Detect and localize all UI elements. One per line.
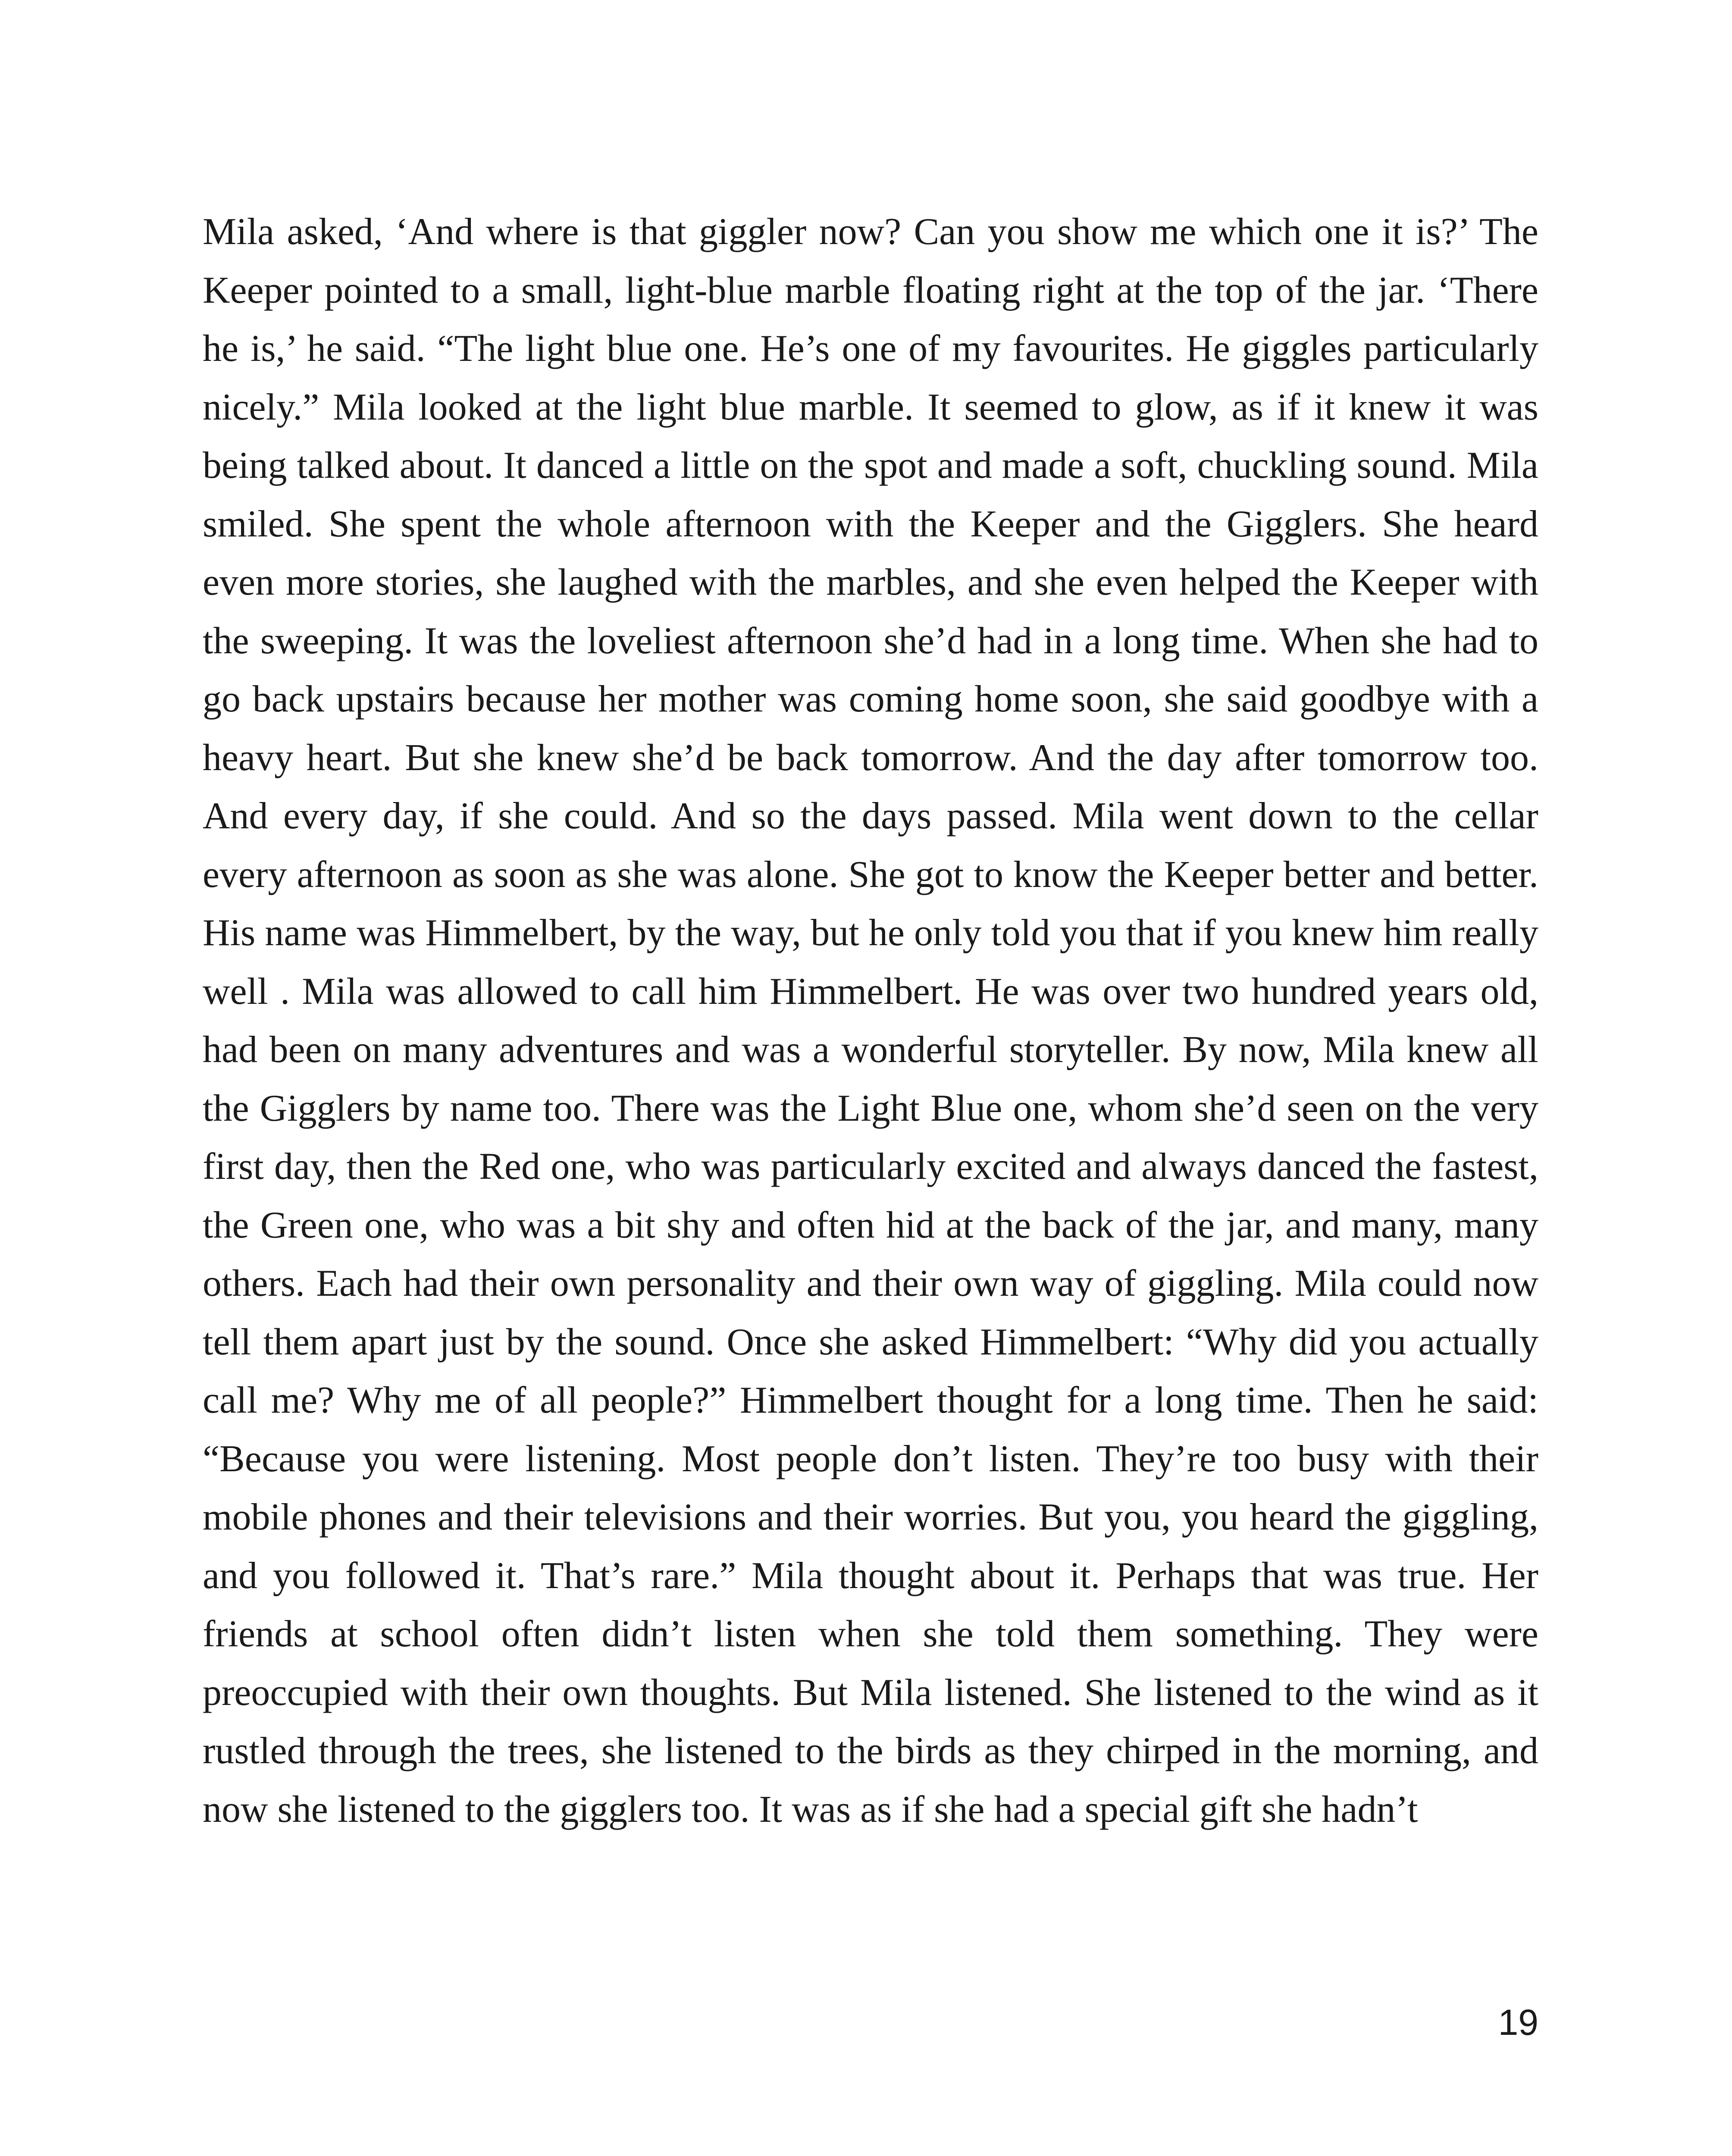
page-number: 19 <box>1498 2002 1538 2043</box>
body-paragraph: Mila asked, ‘And where is that giggler now? Can you show me which one it is?’ The Keeper pointed to a small, light-blue marble floating right at the top of the jar. ‘There he is,’ he said. “The light blue one. He’s one of my favourites. He giggles particularly nicely.” Mila looked at the light blue marble. It seemed to glow, as if it knew it was being talked about. It danced a little on the spot and made a soft, chuckling sound. Mila smiled. She spent the whole afternoon with the Keeper and the Gigglers. She heard even more stories, she laughed with the marbles, and she even helped the Keeper with the sweeping. It was the loveliest afternoon she’d had in a long time. When she had to go back upstairs because her mother was coming home soon, she said goodbye with a heavy heart. But she knew she’d be back tomorrow. And the day after tomorrow too. And every day, if she could. And so the days passed. Mila went down to the cellar every afternoon as soon as she was alone. She got to know the Keeper better and better. His name was Himmelbert, by the way, but he only told you that if you knew him really well . Mila was allowed to call him Himmelbert. He was over two hundred years old, had been on many adventures and was a wonderful storyteller. By now, Mila knew all the Gigglers by name too. There was the Light Blue one, whom she’d seen on the very first day, then the Red one, who was particularly excited and always danced the fastest, the Green one, who was a bit shy and often hid at the back of the jar, and many, many others. Each had their own personality and their own way of giggling. Mila could now tell them apart just by the sound. Once she asked Himmelbert: “Why did you actually call me? Why me of all people?” Himmelbert thought for a long time. Then he said: “Because you were listening. Most people don’t listen. They’re too busy with their mobile phones and their televisions and their worries. But you, you heard the giggling, and you followed it. That’s rare.” Mila thought about it. Perhaps that was true. Her friends at school often didn’t listen when she told them something. They were preoccupied with their own thoughts. But Mila listened. She listened to the wind as it rustled through the trees, she listened to the birds as they chirped in the morning, and now she listened to the gigglers too. It was as if she had a special gift she hadn’t <box>203 211 1538 1830</box>
